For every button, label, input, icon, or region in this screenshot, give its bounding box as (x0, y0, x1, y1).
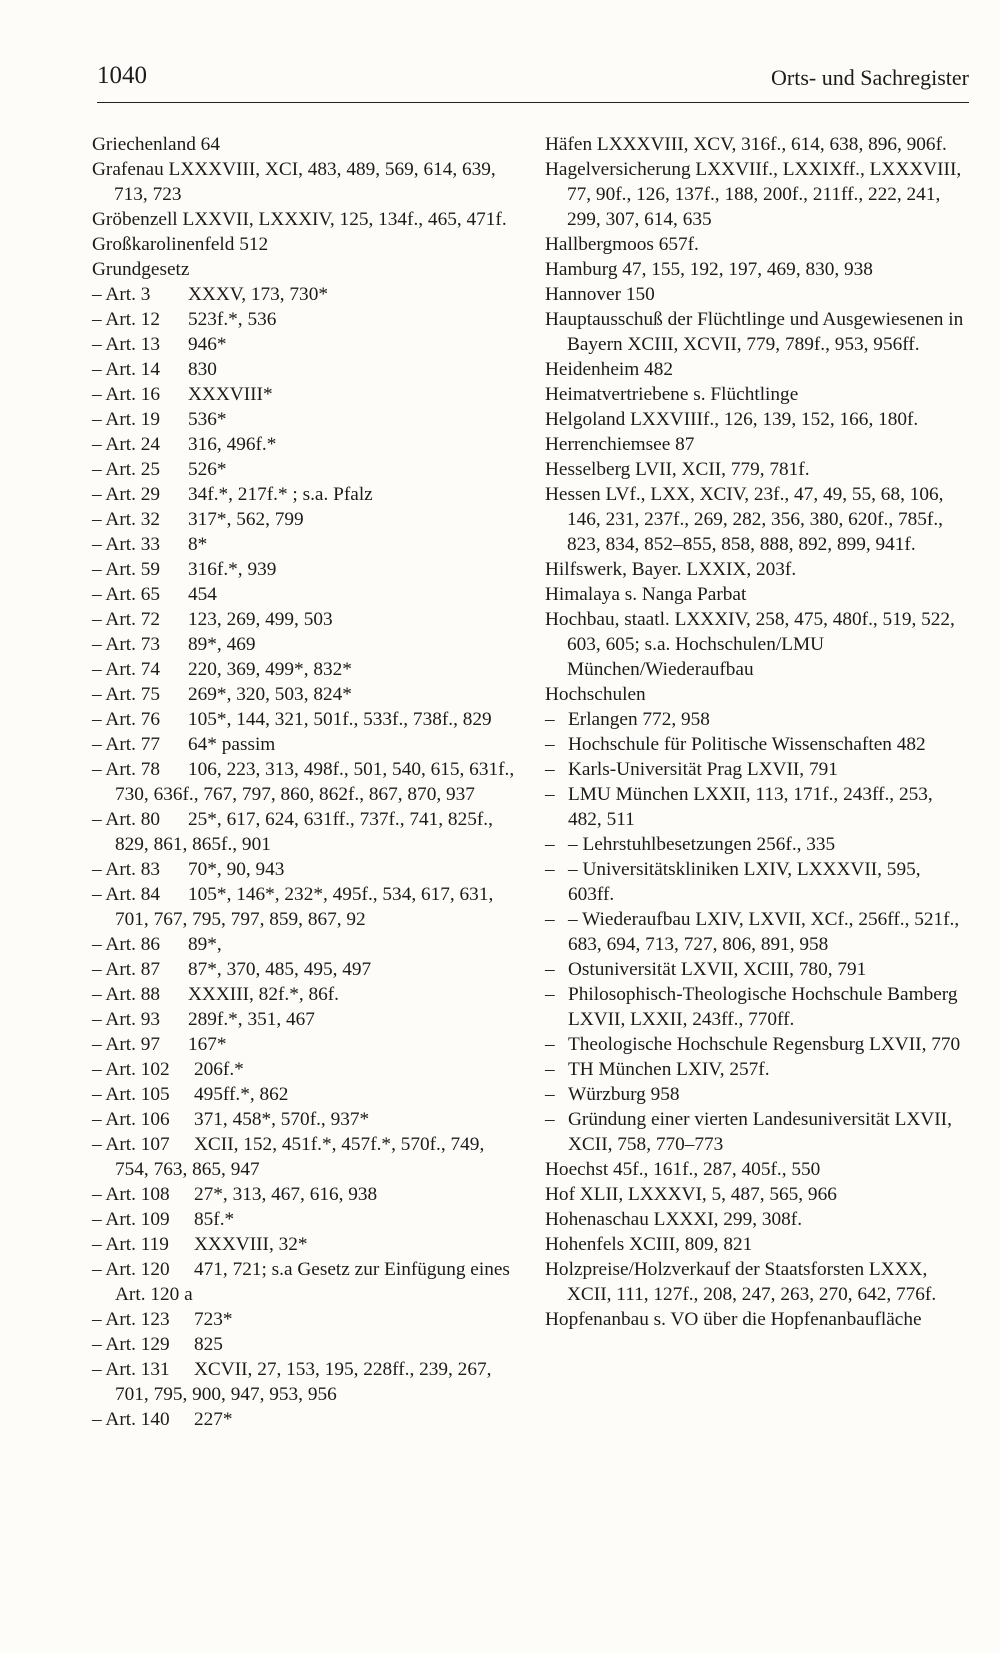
index-subentry (92, 532, 522, 557)
subentry-label: – Art. 87 (92, 959, 161, 980)
subentry-text: 227* (194, 1409, 233, 1430)
index-entry: Heimatvertriebene s. Flüchtlinge (545, 384, 799, 405)
subentry-label: – Art. 14 (92, 359, 161, 380)
subentry-label: – Art. 76 (92, 709, 161, 730)
index-entry: Hof XLII, LXXXVI, 5, 487, 565, 966 (545, 1184, 837, 1205)
index-entry: Hallbergmoos 657f. (545, 234, 699, 255)
index-subentry (92, 1032, 522, 1057)
running-title: Orts- und Sachregister (771, 65, 969, 90)
index-subentry (92, 1232, 522, 1257)
index-subentry (92, 757, 522, 807)
index-entry: Gröbenzell LXXVII, LXXXIV, 125, 134f., 465, 471f. (92, 209, 507, 230)
index-entry: Hopfenanbau s. VO über die Hopfenanbaufläche (545, 1309, 922, 1330)
subentry-label: – (545, 834, 555, 855)
index-entry: Häfen LXXXVIII, XCV, 316f., 614, 638, 896, 906f. (545, 134, 947, 155)
index-subentry (92, 282, 522, 307)
subentry-text: Philosophisch-Theologische Hochschule Bamberg LXVII, LXXII, 243ff., 770ff. (568, 984, 958, 1030)
index-subentry (92, 432, 522, 457)
index-column-right (545, 132, 970, 1332)
subentry-label: – Art. 86 (92, 934, 161, 955)
subentry-text: Hochschule für Politische Wissenschaften 482 (568, 734, 926, 755)
index-subentry (92, 1082, 522, 1107)
index-subentry (92, 932, 522, 957)
subentry-text: LMU München LXXII, 113, 171f., 243ff., 253, 482, 511 (568, 784, 933, 830)
subentry-text: 317*, 562, 799 (188, 509, 304, 530)
index-subentry (92, 1057, 522, 1082)
subentry-text: 25*, 617, 624, 631ff., 737f., 741, 825f., 829, 861, 865f., 901 (115, 809, 493, 855)
subentry-text: Gründung einer vierten Landesuniversität LXVII, XCII, 758, 770–773 (568, 1109, 952, 1155)
index-entry: Herrenchiemsee 87 (545, 434, 695, 455)
subentry-text: XXXVIII, 32* (194, 1234, 308, 1255)
index-subentry (92, 1257, 522, 1307)
index-subentry (92, 1132, 522, 1182)
page-number: 1040 (97, 62, 147, 89)
subentry-label: – (545, 959, 555, 980)
subentry-label: – Art. 80 (92, 809, 161, 830)
subentry-label: – (545, 1059, 555, 1080)
subentry-label: – (545, 984, 555, 1005)
subentry-text: XCVII, 27, 153, 195, 228ff., 239, 267, 701, 795, 900, 947, 953, 956 (115, 1359, 492, 1405)
subentry-text: 723* (194, 1309, 233, 1330)
index-subentry (92, 707, 522, 732)
index-entry: Hochbau, staatl. LXXXIV, 258, 475, 480f., 519, 522, 603, 605; s.a. Hochschulen/LMU München/Wiederaufbau (545, 609, 955, 680)
subentry-label: – Art. 16 (92, 384, 161, 405)
subentry-text: 316, 496f.* (188, 434, 277, 455)
subentry-text: Karls-Universität Prag LXVII, 791 (568, 759, 838, 780)
subentry-label: – Art. 13 (92, 334, 161, 355)
index-entry: Großkarolinenfeld 512 (92, 234, 269, 255)
subentry-label: – Art. 19 (92, 409, 161, 430)
subentry-label: – (545, 759, 555, 780)
index-dash-subentry (545, 857, 970, 907)
subentry-text: 825 (194, 1334, 223, 1355)
subentry-text: – Wiederaufbau LXIV, LXVII, XCf., 256ff., 521f., 683, 694, 713, 727, 806, 891, 958 (568, 909, 960, 955)
page-header (97, 62, 969, 103)
index-subentry (92, 557, 522, 582)
subentry-text: 167* (188, 1034, 227, 1055)
index-subentry (92, 1182, 522, 1207)
index-subentry (92, 807, 522, 857)
subentry-label: – Art. 123 (92, 1309, 170, 1330)
subentry-text: 105*, 144, 321, 501f., 533f., 738f., 829 (188, 709, 492, 730)
subentry-text: 105*, 146*, 232*, 495f., 534, 617, 631, 701, 767, 795, 797, 859, 867, 92 (115, 884, 494, 930)
subentry-label: – (545, 909, 555, 930)
subentry-label: – Art. 59 (92, 559, 161, 580)
index-subentry (92, 457, 522, 482)
subentry-label: – Art. 109 (92, 1209, 170, 1230)
index-dash-subentry (545, 1107, 970, 1157)
subentry-label: – Art. 78 (92, 759, 161, 780)
index-subentry (92, 1307, 522, 1332)
subentry-text: 289f.*, 351, 467 (188, 1009, 315, 1030)
subentry-text: 27*, 313, 467, 616, 938 (194, 1184, 378, 1205)
index-subentry (92, 1357, 522, 1407)
subentry-label: – Art. 97 (92, 1034, 161, 1055)
index-subentry (92, 982, 522, 1007)
index-dash-subentry (545, 1082, 970, 1107)
subentry-label: – Art. 102 (92, 1059, 170, 1080)
index-subentry (92, 382, 522, 407)
subentry-text: – Universitätskliniken LXIV, LXXXVII, 595, 603ff. (568, 859, 921, 905)
subentry-label: – Art. 120 (92, 1259, 170, 1280)
index-entry: Hoechst 45f., 161f., 287, 405f., 550 (545, 1159, 821, 1180)
index-entry: Helgoland LXXVIIIf., 126, 139, 152, 166, 180f. (545, 409, 919, 430)
index-entry: Holzpreise/Holzverkauf der Staatsforsten LXXX, XCII, 111, 127f., 208, 247, 263, 270, 642, 776f. (545, 1259, 937, 1305)
subentry-text: XXXV, 173, 730* (188, 284, 328, 305)
subentry-text: 536* (188, 409, 227, 430)
subentry-text: 471, 721; s.a Gesetz zur Einfügung eines Art. 120 a (115, 1259, 510, 1305)
subentry-text: 269*, 320, 503, 824* (188, 684, 352, 705)
subentry-text: 70*, 90, 943 (188, 859, 285, 880)
index-dash-subentry (545, 757, 970, 782)
subentry-label: – Art. 140 (92, 1409, 170, 1430)
index-subentry (92, 682, 522, 707)
subentry-label: – (545, 734, 555, 755)
subentry-text: – Lehrstuhlbesetzungen 256f., 335 (568, 834, 836, 855)
index-dash-subentry (545, 1057, 970, 1082)
subentry-label: – Art. 84 (92, 884, 161, 905)
subentry-text: Würzburg 958 (568, 1084, 680, 1105)
index-dash-subentry (545, 732, 970, 757)
subentry-text: 220, 369, 499*, 832* (188, 659, 352, 680)
subentry-text: 106, 223, 313, 498f., 501, 540, 615, 631f., 730, 636f., 767, 797, 860, 862f., 867, 870, 937 (115, 759, 515, 805)
index-subentry (92, 307, 522, 332)
index-entry: Hessen LVf., LXX, XCIV, 23f., 47, 49, 55, 68, 106, 146, 231, 237f., 269, 282, 356, 380, 620f., 785f., 823, 834, 852–855, 858, 888, 892, 899, 941f. (545, 484, 944, 555)
subentry-label: – (545, 784, 555, 805)
index-subentry (92, 332, 522, 357)
subentry-label: – Art. 29 (92, 484, 161, 505)
index-entry: Heidenheim 482 (545, 359, 673, 380)
index-subentry (92, 507, 522, 532)
subentry-label: – (545, 1109, 555, 1130)
subentry-text: 454 (188, 584, 217, 605)
subentry-label: – Art. 131 (92, 1359, 170, 1380)
index-entry: Hamburg 47, 155, 192, 197, 469, 830, 938 (545, 259, 873, 280)
index-subentry (92, 407, 522, 432)
subentry-text: 123, 269, 499, 503 (188, 609, 333, 630)
subentry-label: – Art. 32 (92, 509, 161, 530)
subentry-label: – (545, 1084, 555, 1105)
index-entry: Hohenfels XCIII, 809, 821 (545, 1234, 753, 1255)
subentry-text: 526* (188, 459, 227, 480)
index-subentry (92, 582, 522, 607)
subentry-label: – Art. 25 (92, 459, 161, 480)
subentry-text: XCII, 152, 451f.*, 457f.*, 570f., 749, 754, 763, 865, 947 (115, 1134, 485, 1180)
subentry-label: – Art. 83 (92, 859, 161, 880)
index-entry: Hagelversicherung LXXVIIf., LXXIXff., LXXXVIII, 77, 90f., 126, 137f., 188, 200f., 211ff., 222, 241, 299, 307, 614, 635 (545, 159, 962, 230)
subentry-text: Erlangen 772, 958 (568, 709, 710, 730)
subentry-text: 371, 458*, 570f., 937* (194, 1109, 370, 1130)
index-subentry (92, 607, 522, 632)
subentry-text: 495ff.*, 862 (194, 1084, 289, 1105)
index-entry: Hochschulen (545, 684, 646, 705)
index-entry: Grundgesetz (92, 259, 190, 280)
index-subentry (92, 1107, 522, 1132)
index-subentry (92, 657, 522, 682)
index-subentry (92, 1207, 522, 1232)
index-entry: Hauptausschuß der Flüchtlinge und Ausgewiesenen in Bayern XCIII, XCVII, 779, 789f., 953, 956ff. (545, 309, 964, 355)
subentry-text: 85f.* (194, 1209, 235, 1230)
subentry-label: – Art. 77 (92, 734, 161, 755)
subentry-label: – Art. 73 (92, 634, 161, 655)
subentry-label: – Art. 93 (92, 1009, 161, 1030)
subentry-text: 523f.*, 536 (188, 309, 277, 330)
index-subentry (92, 482, 522, 507)
subentry-label: – Art. 106 (92, 1109, 170, 1130)
index-dash-subentry (545, 1032, 970, 1057)
subentry-text: XXXIII, 82f.*, 86f. (188, 984, 340, 1005)
index-subentry (92, 357, 522, 382)
subentry-text: TH München LXIV, 257f. (568, 1059, 770, 1080)
index-dash-subentry (545, 982, 970, 1032)
subentry-label: – (545, 1034, 555, 1055)
subentry-label: – Art. 105 (92, 1084, 170, 1105)
index-subentry (92, 882, 522, 932)
index-subentry (92, 1407, 522, 1432)
index-entry: Hohenaschau LXXXI, 299, 308f. (545, 1209, 803, 1230)
index-subentry (92, 732, 522, 757)
subentry-text: 64* passim (188, 734, 276, 755)
index-entry: Griechenland 64 (92, 134, 220, 155)
subentry-text: 316f.*, 939 (188, 559, 277, 580)
subentry-label: – Art. 74 (92, 659, 161, 680)
subentry-label: – Art. 75 (92, 684, 161, 705)
subentry-text: 830 (188, 359, 217, 380)
index-subentry (92, 857, 522, 882)
index-entry: Himalaya s. Nanga Parbat (545, 584, 747, 605)
index-dash-subentry (545, 832, 970, 857)
index-subentry (92, 1332, 522, 1357)
index-dash-subentry (545, 782, 970, 832)
subentry-label: – (545, 859, 555, 880)
index-subentry (92, 1007, 522, 1032)
index-dash-subentry (545, 957, 970, 982)
subentry-text: Ostuniversität LXVII, XCIII, 780, 791 (568, 959, 867, 980)
subentry-text: 946* (188, 334, 227, 355)
index-entry: Grafenau LXXXVIII, XCI, 483, 489, 569, 614, 639, 713, 723 (92, 159, 496, 205)
index-entry: Hesselberg LVII, XCII, 779, 781f. (545, 459, 810, 480)
subentry-text: 206f.* (194, 1059, 244, 1080)
subentry-label: – Art. 33 (92, 534, 161, 555)
subentry-label: – Art. 107 (92, 1134, 170, 1155)
subentry-label: – Art. 24 (92, 434, 161, 455)
index-entry: Hilfswerk, Bayer. LXXIX, 203f. (545, 559, 797, 580)
subentry-text: 89*, (188, 934, 222, 955)
subentry-label: – Art. 65 (92, 584, 161, 605)
subentry-label: – (545, 709, 555, 730)
index-subentry (92, 632, 522, 657)
subentry-label: – Art. 72 (92, 609, 161, 630)
subentry-text: XXXVIII* (188, 384, 273, 405)
subentry-label: – Art. 3 (92, 284, 151, 305)
index-dash-subentry (545, 707, 970, 732)
subentry-text: Theologische Hochschule Regensburg LXVII, 770 (568, 1034, 961, 1055)
index-column-left (92, 132, 522, 1432)
subentry-label: – Art. 12 (92, 309, 161, 330)
subentry-label: – Art. 129 (92, 1334, 170, 1355)
subentry-text: 34f.*, 217f.* ; s.a. Pfalz (188, 484, 373, 505)
subentry-label: – Art. 88 (92, 984, 161, 1005)
index-dash-subentry (545, 907, 970, 957)
subentry-label: – Art. 108 (92, 1184, 170, 1205)
index-subentry (92, 957, 522, 982)
subentry-text: 89*, 469 (188, 634, 256, 655)
index-entry: Hannover 150 (545, 284, 655, 305)
subentry-label: – Art. 119 (92, 1234, 169, 1255)
subentry-text: 8* (188, 534, 208, 555)
subentry-text: 87*, 370, 485, 495, 497 (188, 959, 372, 980)
